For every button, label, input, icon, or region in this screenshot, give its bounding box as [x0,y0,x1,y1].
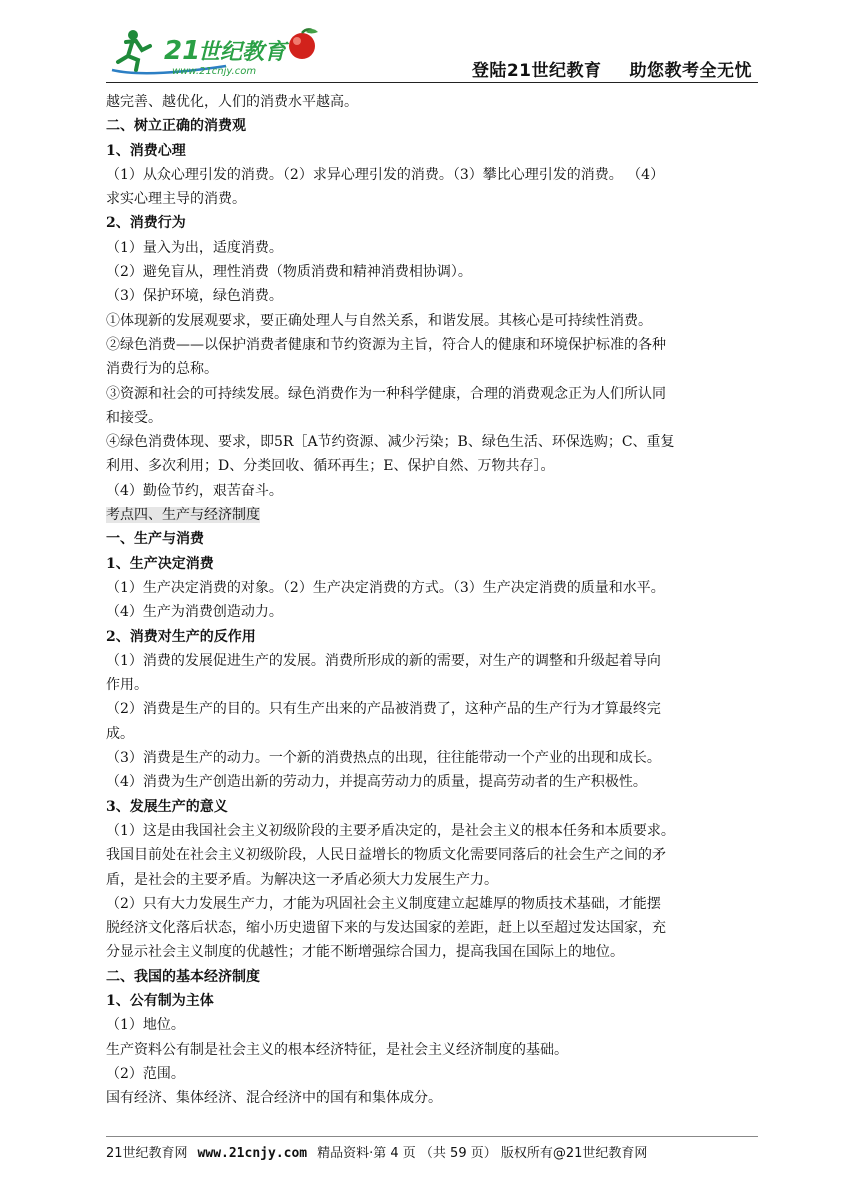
line-text: （4）生产为消费创造动力。 [106,604,283,621]
section-heading [106,989,760,1013]
line-text: 成。 [106,725,134,742]
line-text: 脱经济文化落后状态，缩小历史遗留下来的与发达国家的差距，赶上以至超过发达国家，充 [106,920,666,937]
line-text: 利用、多次利用；D、分类回收、循环再生；E、保护自然、万物共存］。 [106,458,555,475]
line-text: 求实心理主导的消费。 [106,191,246,208]
footer-info: 精品资料·第 4 页 （共 59 页） 版权所有@21世纪教育网 [317,1146,648,1161]
line-text: 我国目前处在社会主义初级阶段，人民日益增长的物质文化需要同落后的社会生产之间的矛 [106,847,666,864]
line-text: 生产资料公有制是社会主义的根本经济特征，是社会主义经济制度的基础。 [106,1041,568,1058]
line-text: （2）只有大力发展生产力，才能为巩固社会主义制度建立起雄厚的物质技术基础，才能摆 [106,895,661,912]
line-text: ②绿色消费——以保护消费者健康和节约资源为主旨，符合人的健康和环境保护标准的各种 [106,336,666,353]
text-line [106,843,760,867]
text-line [106,236,760,260]
line-text: 和接受。 [106,409,162,426]
topic-heading [106,503,760,527]
text-line [106,90,760,114]
page-header [106,26,756,84]
line-text: （1）量入为出，适度消费。 [106,239,283,256]
text-line [106,746,760,770]
line-text: 二、树立正确的消费观 [106,118,246,135]
header-slogan [472,56,752,81]
text-line [106,430,760,454]
section-heading [106,139,760,163]
line-text: （1）从众心理引发的消费。（2）求异心理引发的消费。（3）攀比心理引发的消费。 （4） [106,166,665,183]
text-line [106,722,760,746]
text-line [106,187,760,211]
text-line [106,454,760,478]
text-line [106,916,760,940]
text-line [106,576,760,600]
21cnjy-logo [106,26,326,80]
line-text: 盾，是社会的主要矛盾。为解决这一矛盾必须大力发展生产力。 [106,871,498,888]
line-text: （1）地位。 [106,1017,185,1034]
line-text: （1）生产决定消费的对象。（2）生产决定消费的方式。（3）生产决定消费的质量和水平。 [106,579,665,596]
line-text: （3）保护环境，绿色消费。 [106,288,283,305]
line-text: 2、消费行为 [106,215,186,232]
text-line [106,1038,760,1062]
text-line [106,649,760,673]
svg-text:21: 21 [164,36,201,66]
line-text: 1、公有制为主体 [106,992,214,1009]
section-heading [106,625,760,649]
line-text: 2、消费对生产的反作用 [106,628,256,645]
line-text: （2）避免盲从，理性消费（物质消费和精神消费相协调）。 [106,264,472,281]
line-text: （3）消费是生产的动力。一个新的消费热点的出现，往往能带动一个产业的出现和成长。 [106,750,661,767]
line-text: （2）消费是生产的目的。只有生产出来的产品被消费了，这种产品的生产行为才算最终完 [106,701,661,718]
text-line [106,868,760,892]
text-line [106,163,760,187]
text-line [106,1062,760,1086]
document-body [106,90,760,1110]
slogan-right: 助您教考全无忧 [629,61,752,81]
svg-text:www.21cnjy.com: www.21cnjy.com [172,66,257,77]
section-heading [106,795,760,819]
line-text: 一、生产与消费 [106,531,204,548]
text-line [106,333,760,357]
line-text: ①体现新的发展观要求，要正确处理人与自然关系，和谐发展。其核心是可持续性消费。 [106,312,652,329]
line-text: （1）消费的发展促进生产的发展。消费所形成的新的需要，对生产的调整和升级起着导向 [106,652,661,669]
text-line [106,406,760,430]
line-text: 二、我国的基本经济制度 [106,968,260,985]
line-text: 3、发展生产的意义 [106,798,228,815]
section-heading [106,114,760,138]
line-text: （1）这是由我国社会主义初级阶段的主要矛盾决定的，是社会主义的根本任务和本质要求。 [106,822,675,839]
svg-text:世纪教育: 世纪教育 [198,40,287,65]
line-text: （4）勤俭节约，艰苦奋斗。 [106,482,283,499]
line-text: 消费行为的总称。 [106,361,218,378]
text-line [106,892,760,916]
text-line [106,819,760,843]
text-line [106,382,760,406]
text-line [106,260,760,284]
text-line [106,1086,760,1110]
line-text: 分显示社会主义制度的优越性；才能不断增强综合国力，提高我国在国际上的地位。 [106,944,624,961]
text-line [106,479,760,503]
section-heading [106,527,760,551]
text-line [106,309,760,333]
section-heading [106,552,760,576]
footer-divider [106,1136,758,1137]
text-line [106,697,760,721]
text-line [106,357,760,381]
line-text: 越完善、越优化，人们的消费水平越高。 [106,94,358,110]
line-text: ④绿色消费体现、要求，即5R［A节约资源、减少污染；B、绿色生活、环保选购；C、重复 [106,434,675,451]
text-line [106,770,760,794]
header-divider [106,82,758,83]
line-text: （2）范围。 [106,1065,185,1082]
line-text: （4）消费为生产创造出新的劳动力，并提高劳动力的质量，提高劳动者的生产积极性。 [106,774,647,791]
line-text: 作用。 [106,677,148,694]
text-line [106,284,760,308]
text-line [106,940,760,964]
line-text: ③资源和社会的可持续发展。绿色消费作为一种科学健康，合理的消费观念正为人们所认同 [106,385,666,402]
text-line [106,600,760,624]
text-line [106,1013,760,1037]
section-heading [106,965,760,989]
page-footer [106,1142,647,1161]
text-line [106,673,760,697]
line-text: 考点四、生产与经济制度 [106,507,260,524]
footer-url[interactable]: www.21cnjy.com [197,1146,308,1161]
line-text: 国有经济、集体经济、混合经济中的国有和集体成分。 [106,1090,442,1107]
line-text: 1、生产决定消费 [106,555,214,572]
section-heading [106,211,760,235]
line-text: 1、消费心理 [106,142,186,159]
footer-site: 21世纪教育网 [106,1146,188,1161]
slogan-left: 登陆21世纪教育 [471,61,602,81]
